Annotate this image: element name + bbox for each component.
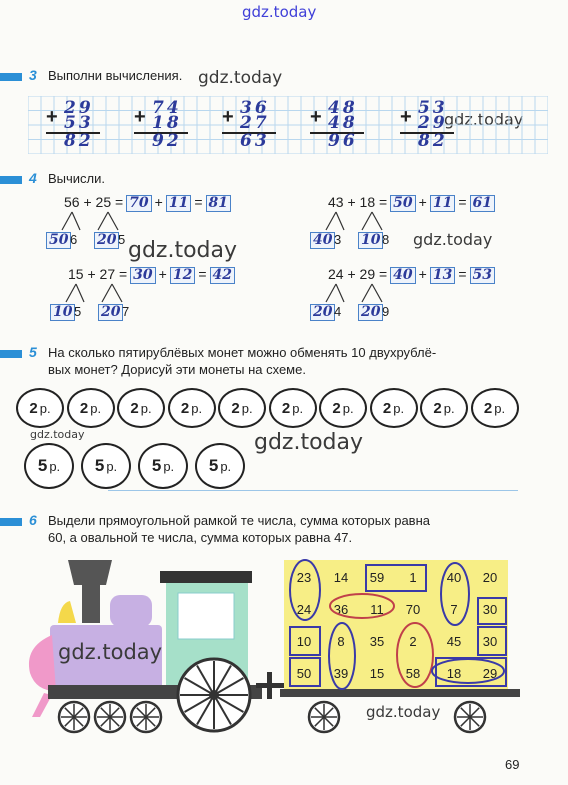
- coin-value: 2: [332, 399, 341, 417]
- ones-digit: 6: [70, 232, 78, 247]
- answer-box: 30: [130, 267, 155, 284]
- addend-2: 18: [152, 113, 182, 133]
- coin-currency: р.: [191, 400, 203, 416]
- coin-currency: р.: [342, 400, 354, 416]
- equals: =: [458, 194, 467, 210]
- coin-value: 2: [483, 399, 493, 417]
- task-3-title: Выполни вычисления.: [48, 68, 183, 83]
- coin-value: 5: [208, 456, 219, 475]
- operator: +: [158, 266, 167, 282]
- grid-number: 59: [369, 569, 385, 585]
- expression: 15 + 27 =: [68, 266, 128, 282]
- coin-currency: р.: [443, 400, 455, 416]
- ones-digit: 3: [334, 232, 342, 247]
- grid-number: 39: [333, 665, 349, 681]
- coin-value: 2: [180, 399, 190, 417]
- rect-mark: [290, 627, 320, 655]
- addend-1: 36: [240, 98, 270, 118]
- grid-number: 30: [482, 601, 498, 617]
- answer-box: 40: [390, 267, 415, 284]
- answer-box: 11: [430, 195, 455, 212]
- grid-number: 35: [369, 633, 385, 649]
- grid-number: 20: [482, 569, 498, 585]
- watermark: gdz.today: [128, 238, 238, 263]
- answer-box: 61: [470, 195, 495, 212]
- rect-mark: [478, 627, 506, 655]
- oval-mark: [329, 623, 355, 689]
- coin-currency: р.: [39, 400, 51, 416]
- tens-box: 50: [46, 232, 71, 249]
- coin-value: 5: [94, 456, 105, 475]
- addend-1: 29: [64, 98, 94, 118]
- addend-1: 48: [328, 98, 358, 118]
- ones-digit: 9: [382, 304, 390, 319]
- tens-box: 40: [310, 232, 335, 249]
- grid-number: 8: [337, 633, 345, 649]
- watermark: gdz.today: [30, 428, 85, 441]
- addend-2: 27: [240, 113, 270, 133]
- expression: 56 + 25 =: [64, 194, 124, 210]
- operator: +: [418, 194, 427, 210]
- grid-number: 24: [296, 601, 312, 617]
- grid-number: 30: [482, 633, 498, 649]
- coin-value: 2: [433, 399, 442, 417]
- page-number: 69: [505, 757, 520, 772]
- grid-number: 15: [369, 665, 385, 681]
- task-5-line2: вых монет? Дорисуй эти монеты на схеме.: [48, 362, 306, 377]
- grid-number: 7: [450, 601, 458, 617]
- answer-box: 50: [390, 195, 415, 212]
- expression: 43 + 18 =: [328, 194, 388, 210]
- watermark: gdz.today: [254, 430, 364, 455]
- coin-currency: р.: [494, 400, 506, 416]
- answer-box: 53: [470, 267, 495, 284]
- task-5-number: 5: [29, 344, 37, 360]
- equals: =: [458, 266, 467, 282]
- answer-box: 81: [206, 195, 231, 212]
- coin-currency: р.: [90, 400, 102, 416]
- grid-number: 14: [333, 569, 349, 585]
- grid-number: 40: [446, 569, 462, 585]
- oval-mark: [432, 659, 504, 683]
- ones-digit: 5: [118, 232, 126, 247]
- grid-number: 2: [409, 633, 417, 649]
- coin-value: 5: [37, 456, 48, 475]
- oval-mark: [290, 560, 320, 620]
- expression: 24 + 29 =: [328, 266, 388, 282]
- plus-sign: +: [46, 106, 58, 128]
- oval-mark: [441, 563, 469, 625]
- ones-digit: 8: [382, 232, 390, 247]
- tens-box: 10: [50, 304, 75, 321]
- addend-1: 74: [152, 98, 182, 118]
- sum-result: 96: [328, 131, 358, 151]
- rect-mark: [366, 565, 426, 591]
- plus-sign: +: [400, 106, 412, 128]
- coin-currency: р.: [292, 400, 304, 416]
- sum-result: 63: [240, 131, 270, 151]
- coin-value: 2: [79, 399, 89, 417]
- coin-currency: р.: [49, 458, 61, 474]
- addend-2: 48: [328, 113, 358, 133]
- watermark: gdz.today: [198, 68, 283, 88]
- watermark: gdz.today: [413, 230, 493, 249]
- grid-number: 50: [296, 665, 312, 681]
- grid-number: 23: [296, 569, 312, 585]
- grid-number: 36: [333, 601, 349, 617]
- addend-1: 53: [418, 98, 448, 118]
- plus-sign: +: [134, 106, 146, 128]
- task-6-line2: 60, а овальной те числа, сумма которых равна 47.: [48, 530, 353, 545]
- watermark: gdz.today: [366, 703, 441, 721]
- equals: =: [198, 266, 207, 282]
- watermark: gdz.today: [58, 640, 163, 664]
- rect-mark: [290, 658, 320, 686]
- coin-value: 2: [382, 399, 392, 417]
- coin-value: 2: [130, 399, 139, 417]
- task-6-number: 6: [29, 512, 37, 528]
- watermark: gdz.today: [444, 110, 524, 129]
- equals: =: [194, 194, 203, 210]
- operator: +: [154, 194, 163, 210]
- coin-value: 5: [151, 456, 162, 475]
- tens-box: 20: [358, 304, 383, 321]
- operator: +: [418, 266, 427, 282]
- grid-number: 18: [446, 665, 462, 681]
- plus-sign: +: [222, 106, 234, 128]
- grid-number: 58: [405, 665, 421, 681]
- task-5-line1: На сколько пятирублёвых монет можно обменять 10 двухрублё-: [48, 345, 437, 360]
- task-4-title: Вычисли.: [48, 171, 106, 186]
- tens-box: 20: [94, 232, 119, 249]
- coin-currency: р.: [163, 458, 175, 474]
- watermark: gdz.today: [242, 3, 317, 21]
- grid-number: 29: [482, 665, 498, 681]
- coin-currency: р.: [241, 400, 253, 416]
- tens-box: 20: [310, 304, 335, 321]
- grid-number: 45: [446, 633, 462, 649]
- grid-number: 10: [296, 633, 312, 649]
- sum-result: 92: [152, 131, 182, 151]
- oval-mark: [397, 623, 433, 687]
- plus-sign: +: [310, 106, 322, 128]
- coin-value: 2: [29, 399, 38, 417]
- addend-2: 29: [418, 113, 448, 133]
- answer-box: 11: [166, 195, 191, 212]
- ones-digit: 4: [334, 304, 342, 319]
- answer-box: 12: [170, 267, 195, 284]
- oval-mark: [330, 594, 394, 618]
- sum-result: 82: [64, 131, 94, 151]
- rect-mark: [478, 598, 506, 624]
- tens-box: 20: [98, 304, 123, 321]
- task-6-line1: Выдели прямоугольной рамкой те числа, сумма которых равна: [48, 513, 430, 528]
- grid-number: 70: [405, 601, 421, 617]
- coin-currency: р.: [106, 458, 118, 474]
- ones-digit: 5: [74, 304, 82, 319]
- addend-2: 53: [64, 113, 94, 133]
- coin-value: 2: [281, 399, 291, 417]
- grid-number: 1: [409, 569, 417, 585]
- answer-box: 70: [126, 195, 151, 212]
- coin-value: 2: [231, 399, 240, 417]
- answer-box: 13: [430, 267, 455, 284]
- task-3-number: 3: [29, 67, 37, 83]
- coin-currency: р.: [393, 400, 405, 416]
- coin-currency: р.: [220, 458, 232, 474]
- coin-currency: р.: [140, 400, 152, 416]
- tens-box: 10: [358, 232, 383, 249]
- answer-box: 42: [210, 267, 235, 284]
- ones-digit: 7: [122, 304, 130, 319]
- grid-number: 11: [370, 601, 384, 617]
- task-4-number: 4: [29, 170, 37, 186]
- sum-result: 82: [418, 131, 448, 151]
